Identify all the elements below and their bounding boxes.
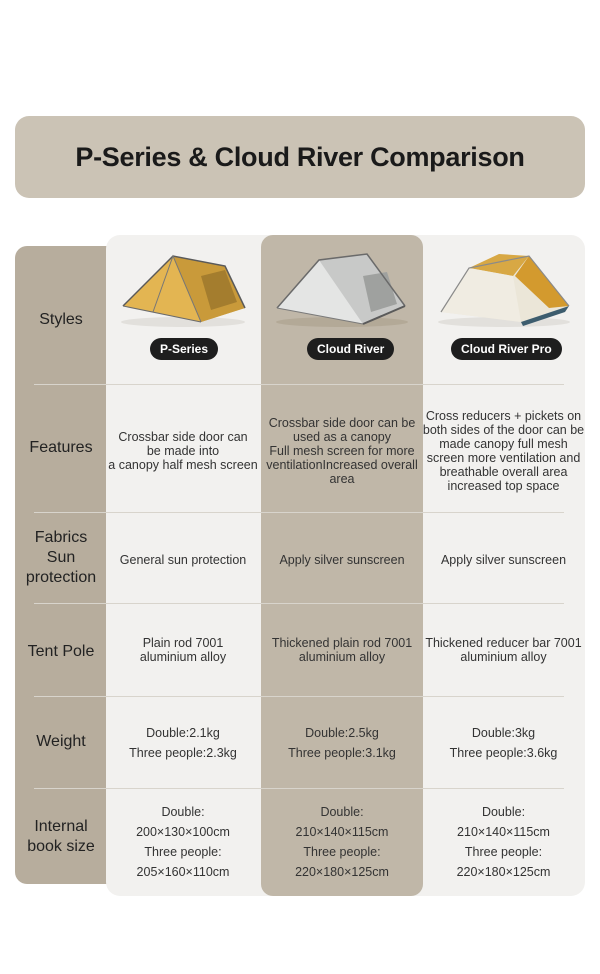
- internal-size-cloud-river: Double: 210×140×115cm Three people: 220×180×125cm: [295, 805, 389, 879]
- row-label-internal-size: Internal book size: [27, 818, 95, 855]
- internal-size-p-series: Double: 200×130×100cm Three people: 205×160×110cm: [136, 805, 230, 879]
- page-title: P-Series & Cloud River Comparison: [75, 141, 525, 172]
- cloud-river-pro-badge: Cloud River Pro: [451, 338, 562, 360]
- tent-pole-p-series: Plain rod 7001 aluminium alloy: [139, 636, 227, 664]
- row-divider: [34, 788, 564, 789]
- fabrics-cloud-river-pro: Apply silver sunscreen: [440, 553, 567, 567]
- features-p-series: Crossbar side door can be made into a canopy half mesh screen: [108, 430, 258, 472]
- cloud-river-tent-image: [262, 246, 422, 330]
- row-label-tent-pole: Tent Pole: [27, 643, 95, 660]
- row-label-styles: Styles: [39, 311, 83, 328]
- weight-cloud-river: Double:2.5kg Three people:3.1kg: [288, 726, 396, 760]
- row-divider: [34, 696, 564, 697]
- p-series-badge: P-Series: [150, 338, 218, 360]
- row-label-fabrics: Fabrics Sun protection: [25, 529, 97, 586]
- p-series-tent-image: [108, 246, 258, 330]
- fabrics-cloud-river: Apply silver sunscreen: [279, 553, 405, 567]
- row-divider: [34, 603, 564, 604]
- row-divider: [34, 384, 564, 385]
- weight-cloud-river-pro: Double:3kg Three people:3.6kg: [449, 726, 558, 760]
- fabrics-p-series: General sun protection: [119, 553, 247, 567]
- internal-size-cloud-river-pro: Double: 210×140×115cm Three people: 220×180×125cm: [456, 805, 551, 879]
- cloud-river-badge: Cloud River: [307, 338, 394, 360]
- row-label-weight: Weight: [36, 733, 86, 750]
- title-banner: [15, 116, 585, 198]
- features-cloud-river: Crossbar side door can be used as a canopy Full mesh screen for more ventilationIncreased overall area: [266, 416, 418, 486]
- tent-pole-cloud-river-pro: Thickened reducer bar 7001 aluminium alloy: [425, 636, 582, 664]
- row-label-features: Features: [29, 439, 93, 456]
- features-cloud-river-pro: Cross reducers + pickets on both sides of the door can be made canopy full mesh screen more ventilation and breathable overall area increased top space: [422, 409, 585, 493]
- tent-pole-cloud-river: Thickened plain rod 7001 aluminium alloy: [271, 636, 413, 664]
- weight-p-series: Double:2.1kg Three people:2.3kg: [129, 726, 237, 760]
- cloud-river-pro-tent-image: [422, 246, 585, 330]
- row-divider: [34, 512, 564, 513]
